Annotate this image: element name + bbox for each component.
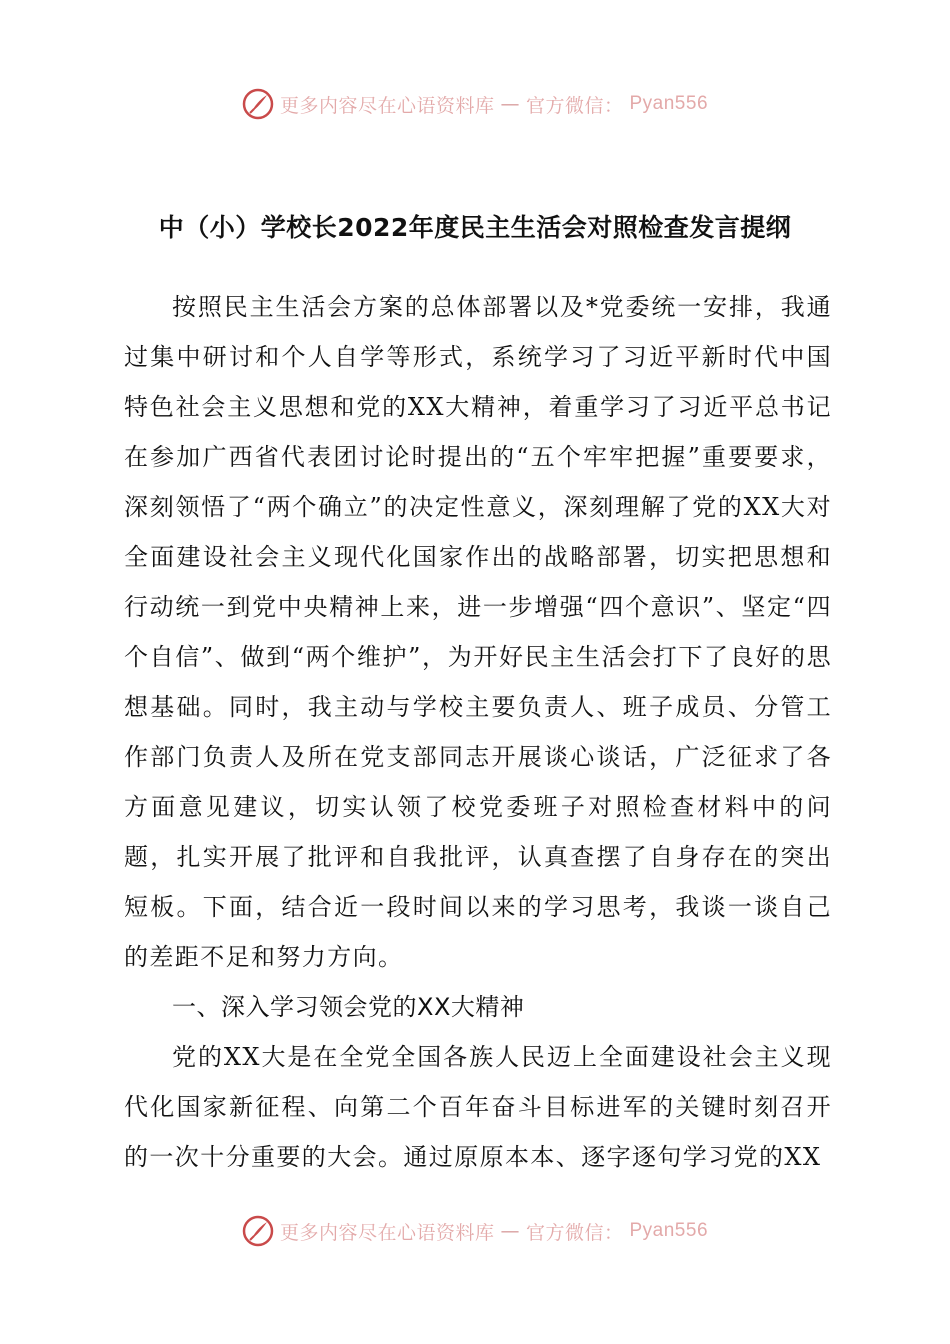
quill-logo-icon [242, 88, 274, 120]
watermark-contact-id: Pyan556 [629, 1220, 709, 1241]
watermark-text: 更多内容尽在心语资料库 [279, 94, 495, 117]
section-1-paragraph: 党的XX大是在全党全国各族人民迈上全面建设社会主义现代化国家新征程、向第二个百年奋斗目标进军的关键时刻召开的一次十分重要的大会。通过原原本本、逐字逐句学习党的XX [124, 1043, 832, 1171]
document-body [124, 282, 832, 1182]
watermark-separator: — [500, 93, 520, 115]
quill-logo-icon [242, 1215, 274, 1247]
section-1-heading: 一、深入学习领会党的XX大精神 [172, 993, 525, 1021]
intro-paragraph: 按照民主生活会方案的总体部署以及*党委统一安排，我通过集中研讨和个人自学等形式，系统学习了习近平新时代中国特色社会主义思想和党的XX大精神，着重学习了习近平总书记在参加广西省代表团讨论时提出的“五个牢牢把握”重要要求，深刻领悟了“两个确立”的决定性意义，深刻理解了党的XX大对全面建设社会主义现代化国家作出的战略部署，切实把思想和行动统一到党中央精神上来，进一步增强“四个意识”、坚定“四个自信”、做到“两个维护”，为开好民主生活会打下了良好的思想基础。同时，我主动与学校主要负责人、班子成员、分管工作部门负责人及所在党支部同志开展谈心谈话，广泛征求了各方面意见建议，切实认领了校党委班子对照检查材料中的问题，扎实开展了批评和自我批评，认真查摆了自身存在的突出短板。下面，结合近一段时间以来的学习思考，我谈一谈自己的差距不足和努力方向。 [124, 293, 832, 971]
watermark-footer [0, 1211, 950, 1251]
watermark-separator: — [500, 1220, 520, 1242]
document-title: 中（小）学校长2022年度民主生活会对照检查发言提纲 [158, 213, 792, 242]
watermark-contact-id: Pyan556 [629, 93, 709, 114]
watermark-contact-label: 官方微信： [525, 94, 624, 117]
watermark-text: 更多内容尽在心语资料库 [279, 1221, 495, 1244]
watermark-contact-label: 官方微信： [525, 1221, 624, 1244]
watermark-header [0, 84, 950, 124]
